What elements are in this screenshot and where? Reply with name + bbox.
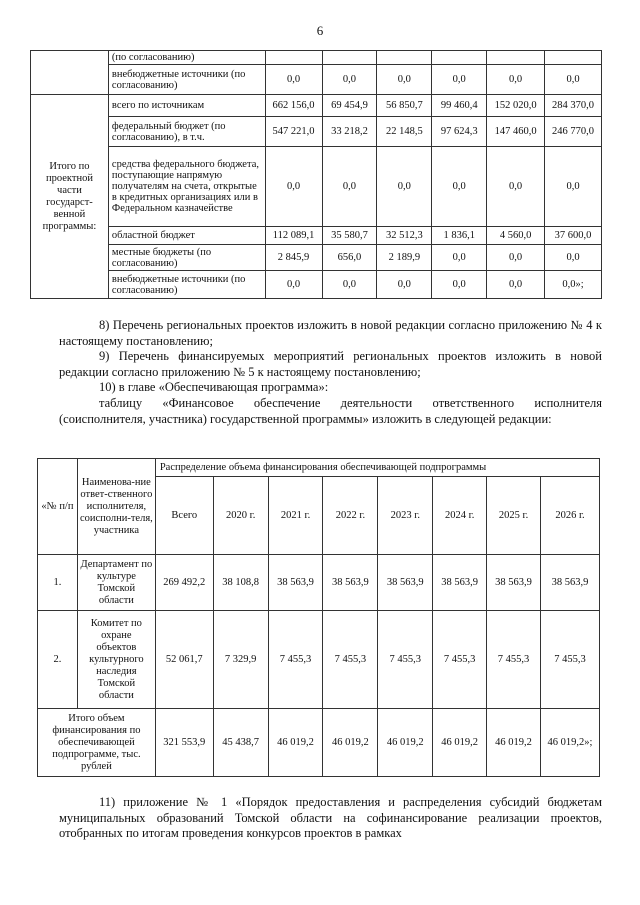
paragraph-9	[59, 349, 602, 380]
cell: 112 089,1	[265, 227, 322, 245]
cell: 2 845,9	[265, 245, 322, 271]
cell: 52 061,7	[155, 611, 213, 709]
cell: 547 221,0	[265, 117, 322, 147]
row-num: 2.	[38, 611, 78, 709]
cell: 0,0»;	[545, 271, 602, 299]
page-number: 6	[316, 23, 324, 38]
cell: 0,0	[545, 147, 602, 227]
cell: 46 019,2»;	[541, 709, 600, 777]
cell: 46 019,2	[268, 709, 323, 777]
cell: 22 148,5	[377, 117, 432, 147]
table-total-row	[38, 709, 600, 777]
cell: 0,0	[322, 65, 377, 95]
group-label: Итого по проектной части государст-венной программы:	[31, 95, 109, 299]
cell: 0,0	[377, 147, 432, 227]
cell: 7 329,9	[213, 611, 268, 709]
cell: 0,0	[487, 271, 545, 299]
cell: 0,0	[487, 147, 545, 227]
cell: 38 108,8	[213, 555, 268, 611]
table-row	[31, 65, 602, 95]
cell: 38 563,9	[433, 555, 487, 611]
cell: 0,0	[432, 147, 487, 227]
table-row	[31, 95, 602, 117]
cell: 0,0	[487, 245, 545, 271]
support-program-financing-table	[37, 458, 600, 777]
total-label: Итого объем финансирования по обеспечивающей подпрограмме, тыс. рублей	[38, 709, 156, 777]
cell: 45 438,7	[213, 709, 268, 777]
cell: 1 836,1	[432, 227, 487, 245]
cell: 0,0	[377, 65, 432, 95]
cell: 56 850,7	[377, 95, 432, 117]
cell: 38 563,9	[541, 555, 600, 611]
row-label: местные бюджеты (по согласованию)	[108, 245, 265, 271]
row-label: внебюджетные источники (по согласованию)	[108, 271, 265, 299]
paragraph-text: 10) в главе «Обеспечивающая программа»:	[99, 380, 329, 394]
table-row	[38, 555, 600, 611]
cell: 38 563,9	[378, 555, 433, 611]
cell: 662 156,0	[265, 95, 322, 117]
cell: 7 455,3	[433, 611, 487, 709]
table-row	[38, 611, 600, 709]
col-header-year: 2024 г.	[433, 477, 487, 555]
col-header-year: 2022 г.	[323, 477, 378, 555]
cell: 0,0	[322, 271, 377, 299]
row-label: внебюджетные источники (по согласованию)	[108, 65, 265, 95]
cell: 37 600,0	[545, 227, 602, 245]
cell: 269 492,2	[155, 555, 213, 611]
cell: 152 020,0	[487, 95, 545, 117]
paragraph-10	[59, 380, 602, 396]
col-header-year: 2020 г.	[213, 477, 268, 555]
cell: 38 563,9	[487, 555, 541, 611]
cell: 69 454,9	[322, 95, 377, 117]
cell: 4 560,0	[487, 227, 545, 245]
cell: 656,0	[322, 245, 377, 271]
cell: 46 019,2	[378, 709, 433, 777]
cell: 33 218,2	[322, 117, 377, 147]
project-financing-table	[30, 50, 602, 299]
paragraph-text: 9) Перечень финансируемых мероприятий региональных проектов изложить в новой редакции согласно приложению № 5 к настоящему постановлению;	[59, 349, 602, 379]
row-name: Департамент по культуре Томской области	[77, 555, 155, 611]
row-name: Комитет по охране объектов культурного наследия Томской области	[77, 611, 155, 709]
col-header-num: «№ п/п	[38, 459, 78, 555]
cell: 32 512,3	[377, 227, 432, 245]
col-header-name: Наименова-ние ответ-ственного исполнителя, соисполни-теля, участника	[77, 459, 155, 555]
cell: 0,0	[265, 65, 322, 95]
cell: 147 460,0	[487, 117, 545, 147]
cell: 97 624,3	[432, 117, 487, 147]
table-row	[31, 117, 602, 147]
row-label: всего по источникам	[108, 95, 265, 117]
cell: 0,0	[265, 147, 322, 227]
col-header-distribution: Распределение объема финансирования обеспечивающей подпрограммы	[155, 459, 599, 477]
row-label: областной бюджет	[108, 227, 265, 245]
cell: 38 563,9	[268, 555, 323, 611]
paragraph-text: 8) Перечень региональных проектов изложить в новой редакции согласно приложению № 4 к настоящему постановлению;	[59, 318, 602, 348]
cell: 0,0	[432, 271, 487, 299]
table-header-row	[38, 459, 600, 477]
col-header-year: 2025 г.	[487, 477, 541, 555]
paragraph-10-table	[59, 396, 602, 427]
col-header-year: 2023 г.	[378, 477, 433, 555]
cell: 99 460,4	[432, 95, 487, 117]
cell: 0,0	[487, 65, 545, 95]
cell: 246 770,0	[545, 117, 602, 147]
cell: 46 019,2	[433, 709, 487, 777]
cell: 0,0	[432, 245, 487, 271]
row-num: 1.	[38, 555, 78, 611]
cell: 0,0	[432, 65, 487, 95]
col-header-year: 2021 г.	[268, 477, 323, 555]
table-row	[31, 245, 602, 271]
row-label: средства федерального бюджета, поступающие напрямую получателям на счета, открытые в кредитных организациях или в Федеральном казначействе	[108, 147, 265, 227]
col-header-year: 2026 г.	[541, 477, 600, 555]
paragraph-11	[59, 795, 602, 842]
table-row	[31, 271, 602, 299]
col-header-year: Всего	[155, 477, 213, 555]
paragraph-text: 11) приложение № 1 «Порядок предоставления и распределения субсидий бюджетам муниципальных образований Томской области на софинансирование реализации проектов, отобранных по итогам проведения конкурсов проектов в рамках	[59, 795, 602, 840]
cell: 7 455,3	[487, 611, 541, 709]
cell: 0,0	[265, 271, 322, 299]
cell: 0,0	[545, 65, 602, 95]
cell: 38 563,9	[323, 555, 378, 611]
cell: 0,0	[377, 271, 432, 299]
cell: 7 455,3	[378, 611, 433, 709]
cell: 7 455,3	[268, 611, 323, 709]
paragraph-8	[59, 318, 602, 349]
cell: 7 455,3	[541, 611, 600, 709]
table-row	[31, 51, 602, 65]
cell: 0,0	[545, 245, 602, 271]
cell: 46 019,2	[487, 709, 541, 777]
row-label: (по согласованию)	[108, 51, 265, 65]
cell: 284 370,0	[545, 95, 602, 117]
cell: 7 455,3	[323, 611, 378, 709]
cell: 0,0	[322, 147, 377, 227]
cell: 321 553,9	[155, 709, 213, 777]
cell: 46 019,2	[323, 709, 378, 777]
row-label: федеральный бюджет (по согласованию), в т.ч.	[108, 117, 265, 147]
paragraph-text: таблицу «Финансовое обеспечение деятельности ответственного исполнителя (соисполнителя, участника) государственной программы» изложить в следующей редакции:	[59, 396, 602, 426]
cell: 2 189,9	[377, 245, 432, 271]
table-row	[31, 227, 602, 245]
cell: 35 580,7	[322, 227, 377, 245]
table-row	[31, 147, 602, 227]
